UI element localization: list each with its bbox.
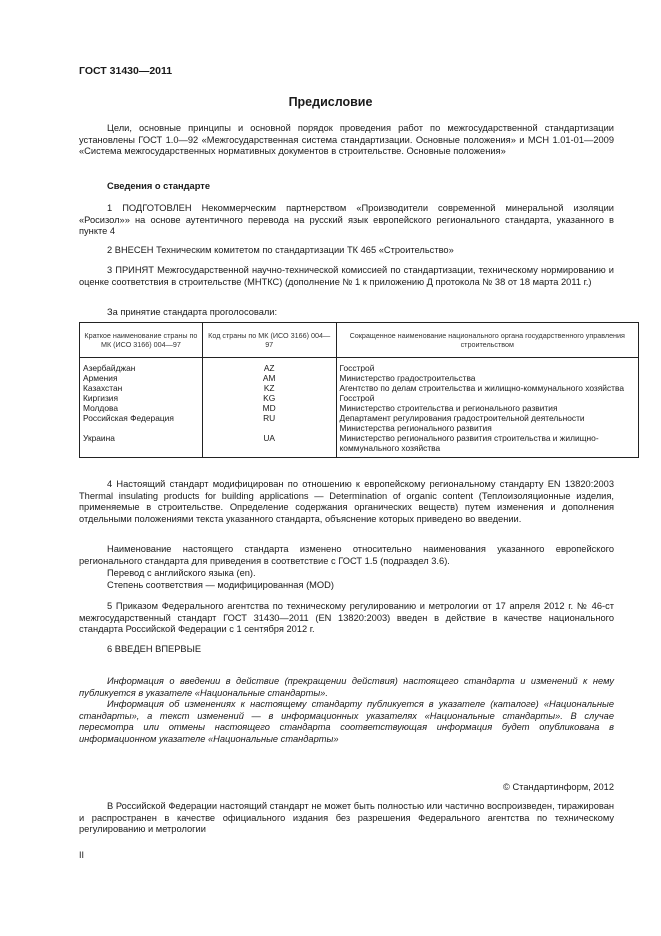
table-header-country: Краткое наименование страны по МК (ИСО 3166) 004—97 xyxy=(80,323,203,358)
code-cell: AM xyxy=(202,373,336,383)
item-4-translation: Перевод с английского языка (en). xyxy=(107,568,256,578)
item-4-name-note: Наименование настоящего стандарта изменено относительно наименования указанного европейского регионального стандарта для приведения в соответствие с ГОСТ 1.5 (подраздел 3.6). xyxy=(79,544,614,566)
intro-paragraph: Цели, основные принципы и основной порядок проведения работ по межгосударственной стандартизации установлены ГОСТ 1.0—92 «Межгосударственная система стандартизации. Основные положения» и МСН 1.01-01—2009 «Система межгосударственных нормативных документов в строительстве. Основные положения» xyxy=(79,123,614,157)
section-heading: Сведения о стандарте xyxy=(107,181,211,191)
table-header-code: Код страны по МК (ИСО 3166) 004—97 xyxy=(202,323,336,358)
country-cell: Казахстан xyxy=(80,383,203,393)
copyright: © Стандартинформ, 2012 xyxy=(503,782,614,792)
voting-table xyxy=(79,322,639,458)
table-row xyxy=(80,403,639,413)
item-6: 6 ВВЕДЕН ВПЕРВЫЕ xyxy=(107,644,202,654)
item-1: 1 ПОДГОТОВЛЕН Некоммерческим партнерством «Производители современной минеральной изоляции «Росизол»» на основе аутентичного перевода на русский язык европейского регионального стандарта, указанного в пункте 4 xyxy=(79,203,614,237)
table-row xyxy=(80,393,639,403)
country-cell: Украина xyxy=(80,433,203,458)
item-4: 4 Настоящий стандарт модифицирован по отношению к европейскому региональному стандарту EN 13820:2003 Thermal insulating products for building applications — Determination of organic content (Теплоизоляционные изделия, применяемые в строительстве. Определение содержания органических веществ) путем изменения и дополнения отдельными положениями текста указанного стандарта, объяснение которых приведено во введении. xyxy=(79,479,614,524)
item-4-degree: Степень соответствия — модифицированная (MOD) xyxy=(107,580,334,590)
table-row xyxy=(80,358,639,374)
body-cell: Агентство по делам строительства и жилищно-коммунального хозяйства xyxy=(336,383,638,393)
info-paragraph-2: Информация об изменениях к настоящему стандарту публикуется в указателе (каталоге) «Национальные стандарты», а текст изменений — в информационных указателях «Национальные стандарты». В случае пересмотра или отмены настоящего стандарта соответствующая информация будет опубликована в информационном указателе «Национальные стандарты» xyxy=(79,699,614,744)
page-title: Предисловие xyxy=(288,95,373,109)
body-cell: Министерство градостроительства xyxy=(336,373,638,383)
country-cell: Молдова xyxy=(80,403,203,413)
item-3: 3 ПРИНЯТ Межгосударственной научно-технической комиссией по стандартизации, техническому нормированию и оценке соответствия в строительстве (МНТКС) (дополнение № 1 к приложению Д протокола № 38 от 18 марта 2011 г.) xyxy=(79,265,614,287)
code-cell: RU xyxy=(202,413,336,433)
table-header-body: Сокращенное наименование национального органа государственного управления строительством xyxy=(336,323,638,358)
vote-intro: За принятие стандарта проголосовали: xyxy=(107,307,278,317)
country-cell: Азербайджан xyxy=(80,358,203,374)
table-row xyxy=(80,373,639,383)
page-number: II xyxy=(79,850,85,860)
table-row xyxy=(80,383,639,393)
code-cell: UA xyxy=(202,433,336,458)
info-paragraph-1: Информация о введении в действие (прекращении действия) настоящего стандарта и изменений к нему публикуется в указателе «Национальные стандарты». xyxy=(79,676,614,698)
code-cell: AZ xyxy=(202,358,336,374)
rights-paragraph: В Российской Федерации настоящий стандарт не может быть полностью или частично воспроизведен, тиражирован и распространен в качестве официального издания без разрешения Федерального агентства по техническому регулированию и метрологии xyxy=(79,801,614,835)
table-row xyxy=(80,433,639,458)
item-2: 2 ВНЕСЕН Техническим комитетом по стандартизации ТК 465 «Строительство» xyxy=(107,245,454,255)
document-header: ГОСТ 31430—2011 xyxy=(79,65,173,77)
body-cell: Госстрой xyxy=(336,358,638,374)
item-5: 5 Приказом Федерального агентства по техническому регулированию и метрологии от 17 апреля 2012 г. № 46-ст межгосударственный стандарт ГОСТ 31430—2011 (EN 13820:2003) введен в действие в качестве национального стандарта Российской Федерации с 1 сентября 2012 г. xyxy=(79,601,614,635)
code-cell: KG xyxy=(202,393,336,403)
country-cell: Киргизия xyxy=(80,393,203,403)
body-cell: Департамент регулирования градостроительной деятельности Министерства регионального развития xyxy=(336,413,638,433)
code-cell: KZ xyxy=(202,383,336,393)
country-cell: Российская Федерация xyxy=(80,413,203,433)
body-cell: Министерство строительства и регионального развития xyxy=(336,403,638,413)
table-row xyxy=(80,413,639,433)
table-header-row xyxy=(80,323,639,358)
body-cell: Госстрой xyxy=(336,393,638,403)
body-cell: Министерство регионального развития строительства и жилищно-коммунального хозяйства xyxy=(336,433,638,458)
code-cell: MD xyxy=(202,403,336,413)
country-cell: Армения xyxy=(80,373,203,383)
